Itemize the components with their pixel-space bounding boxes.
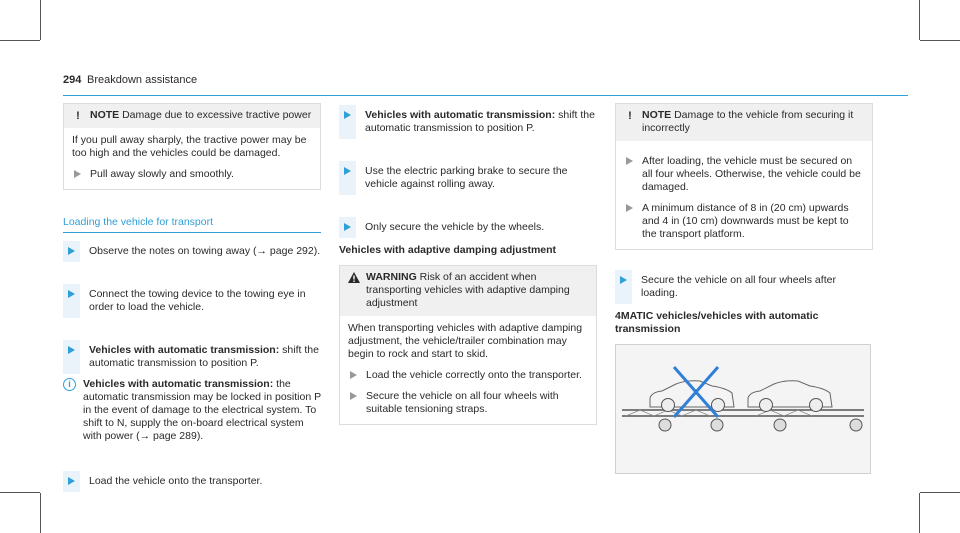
step-text: Connect the towing device to the towing eye in order to load the vehicle. [89,288,306,313]
note-box [615,103,873,250]
note-box [63,103,321,190]
note-step-text: Pull away slowly and smoothly. [90,168,234,180]
arrow-bullet-icon [68,477,75,485]
warning-header [340,266,596,316]
step-item [339,165,597,191]
crop-mark [919,0,920,40]
crop-mark [40,0,41,40]
crop-mark [40,493,41,533]
note-step-text: After loading, the vehicle must be secured on all four wheels. Otherwise, the vehicle could be damaged. [642,155,861,193]
step-text: shift the automatic transmission to position P. [89,344,319,369]
step-item [63,245,321,258]
section-title: Loading the vehicle for transport [63,216,321,233]
note-step [624,202,864,241]
transport-illustration [615,344,871,474]
column-left [63,103,321,494]
warning-body-text: When transporting vehicles with adaptive damping adjustment, the vehicle/trailer combination may begin to rock and start to skid. [348,322,583,360]
column-right [615,103,873,474]
crop-mark [920,492,960,493]
info-item [63,378,321,443]
note-header [616,104,872,141]
step-bold-text: Vehicles with automatic transmission: [365,109,556,121]
step-text: Load the vehicle onto the transporter. [89,475,263,487]
note-step [624,155,864,194]
arrow-bullet-icon [350,371,357,379]
note-body [64,128,320,189]
warning-step-text: Load the vehicle correctly onto the transporter. [366,369,582,381]
note-step-text: A minimum distance of 8 in (20 cm) upwards and 4 in (10 cm) downwards must be kept to the transport platform. [642,202,849,240]
note-body [616,141,872,249]
step-item [63,288,321,314]
page-header [63,73,908,96]
step-text: Secure the vehicle on all four wheels after loading. [641,274,836,299]
note-body-text: If you pull away sharply, the tractive power may be too high and the vehicles could be damaged. [72,134,307,159]
crop-mark [919,493,920,533]
step-item [63,475,321,488]
warning-head-text: Risk of an accident when transporting vehicles with adaptive damping adjustment [366,271,570,309]
warning-step [348,390,588,416]
step-text: Use the electric parking brake to secure the vehicle against rolling away. [365,165,568,190]
info-text: the automatic transmission may be locked in position P in the event of damage to the electrical system. To shift to N, supply the on-board electrical system with power (→ page 289). [83,378,321,442]
note-step [72,168,312,181]
warning-triangle-icon [348,272,360,284]
warning-step-text: Secure the vehicle on all four wheels with suitable tensioning straps. [366,390,559,415]
arrow-bullet-icon [68,247,75,255]
exclamation-icon: ! [76,110,80,122]
transporter-diagram [616,345,870,473]
info-icon: i [63,378,76,391]
note-head-text: Damage due to excessive tractive power [122,109,312,121]
warning-title: WARNING [366,271,417,283]
arrow-bullet-icon [626,204,633,212]
arrow-bullet-icon [68,290,75,298]
arrow-bullet-icon [344,223,351,231]
exclamation-icon: ! [628,110,632,122]
arrow-bullet-icon [344,111,351,119]
step-item [615,274,873,300]
note-title: NOTE [642,109,672,121]
arrow-bullet-icon [620,276,627,284]
arrow-bullet-icon [74,170,81,178]
subsection-heading: Vehicles with adaptive damping adjustment [339,244,557,256]
info-bold-text: Vehicles with automatic transmission: [83,378,274,390]
subsection-heading: 4MATIC vehicles/vehicles with automatic transmission [615,310,819,335]
arrow-bullet-icon [626,157,633,165]
note-title: NOTE [90,109,120,121]
step-item [339,109,597,135]
step-bold-text: Vehicles with automatic transmission: [89,344,280,356]
crop-mark [0,40,40,41]
page-number: 294 [63,74,82,86]
arrow-bullet-icon [350,392,357,400]
arrow-bullet-icon [344,167,351,175]
crop-mark [920,40,960,41]
warning-step [348,369,588,382]
warning-box [339,265,597,425]
step-text: shift the automatic transmission to position P. [365,109,595,134]
page-header-title: Breakdown assistance [87,74,198,86]
step-text: Observe the notes on towing away (→ page 292). [89,245,321,257]
step-text: Only secure the vehicle by the wheels. [365,221,545,233]
note-header [64,104,320,128]
warning-body [340,316,596,424]
note-head-text: Damage to the vehicle from securing it incorrectly [642,109,854,134]
step-item [339,221,597,234]
step-item [63,344,321,370]
column-middle [339,103,597,425]
arrow-bullet-icon [68,346,75,354]
crop-mark [0,492,40,493]
